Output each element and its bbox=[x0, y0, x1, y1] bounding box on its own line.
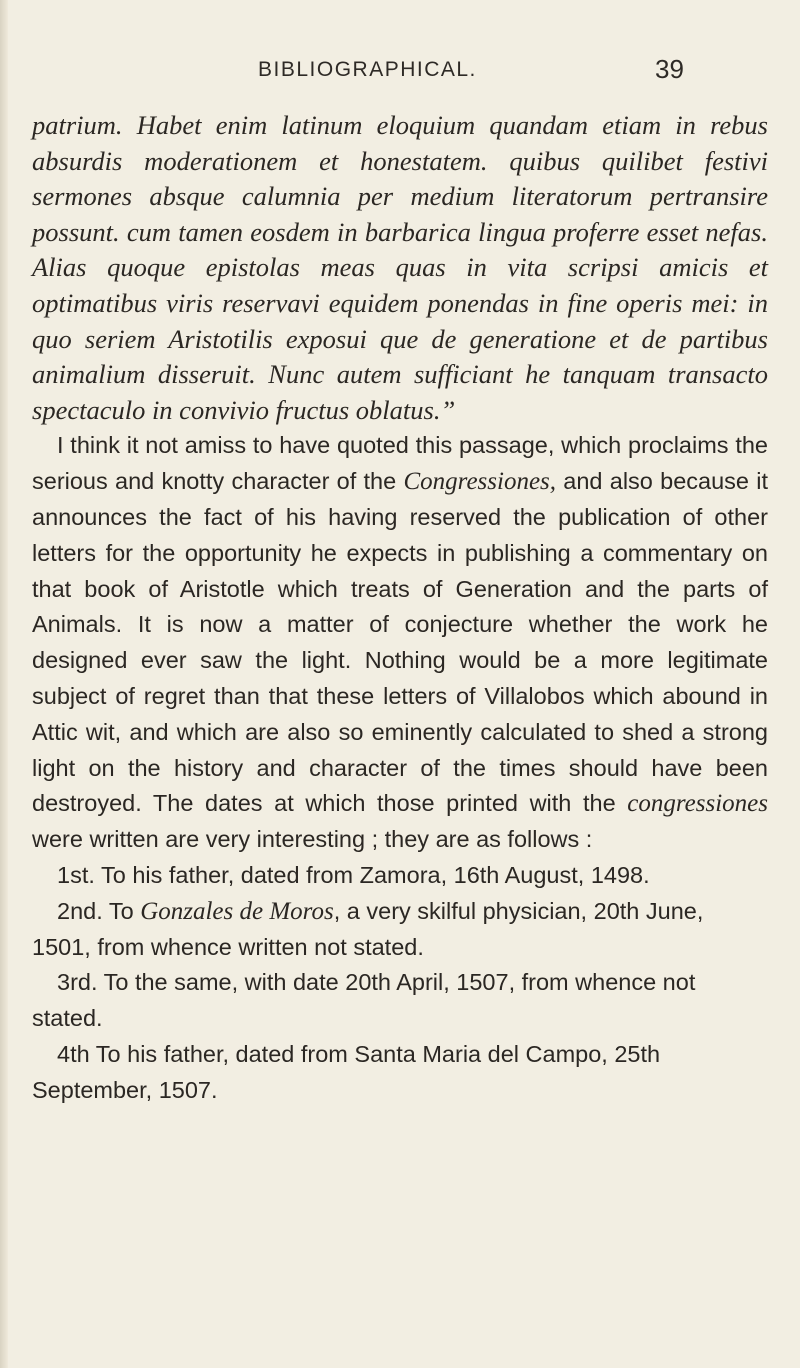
letter-4-text: 4th To his father, dated from Santa Maria del Campo, 25th September, 1507. bbox=[32, 1040, 661, 1103]
paragraph-text-2: and also because it announces the fact of his having reserved the publication of other letters for the opportunity he expects in publishing a commentary on that book of Aristotle which treats of Generation and the parts of Animals. It is now a matter of conjecture whether the work he designed ever saw the light. Nothing would be a more legitimate subject of regret than that these letters of Villalobos which abound in Attic wit, and which are also so eminently calculated to shed a strong light on the history and character of the times should have been destroyed. The dates at which those printed with the bbox=[32, 468, 768, 817]
commentary-paragraph bbox=[32, 428, 768, 858]
letter-entry-3 bbox=[32, 965, 768, 1037]
paragraph-text-1: I think it not amiss to have quoted this passage, which proclaims the serious and knotty character of the bbox=[32, 432, 768, 495]
letter-entry-2 bbox=[32, 894, 768, 966]
letter-1-text: 1st. To his father, dated from Zamora, 16th August, 1498. bbox=[57, 861, 650, 888]
letter-3-text: 3rd. To the same, with date 20th April, 1507, from whence not stated. bbox=[32, 969, 696, 1032]
paragraph-text-3: were written are very interesting ; they are as follows : bbox=[32, 826, 593, 853]
page-binding-edge bbox=[0, 0, 8, 1368]
letter-entry-1 bbox=[32, 858, 768, 894]
running-head: BIBLIOGRAPHICAL. bbox=[258, 58, 477, 81]
page-header bbox=[0, 52, 800, 88]
page-number: 39 bbox=[655, 54, 684, 84]
latin-quotation: patrium. Habet enim latinum eloquium quandam etiam in rebus absurdis moderationem et honestatem. quibus quilibet festivi sermones absque calumnia per medium literatorum pertransire possunt. cum tamen eosdem in barbarica lingua proferre esset nefas. Alias quoque epistolas meas quas in vita scripsi amicis et optimatibus viris reservavi equidem ponendas in fine operis mei: in quo seriem Aristotilis exposui que de generatione et de partibus animalium disseruit. Nunc autem sufficiant he tanquam transacto spectaculo in convivio fructus oblatus.” bbox=[32, 110, 768, 425]
letter-2-text-after: , a very skilful physician, 20th June, 1501, from whence written not stated. bbox=[32, 897, 704, 960]
letter-entry-4 bbox=[32, 1037, 768, 1109]
letter-2-recipient: Gonzales de Moros bbox=[140, 897, 334, 925]
letter-2-text-before: 2nd. To bbox=[57, 897, 141, 924]
body-text bbox=[32, 108, 768, 1108]
italic-term-congressiones-lower: congressiones bbox=[627, 790, 768, 818]
italic-term-congressiones: Congressiones, bbox=[403, 468, 557, 496]
